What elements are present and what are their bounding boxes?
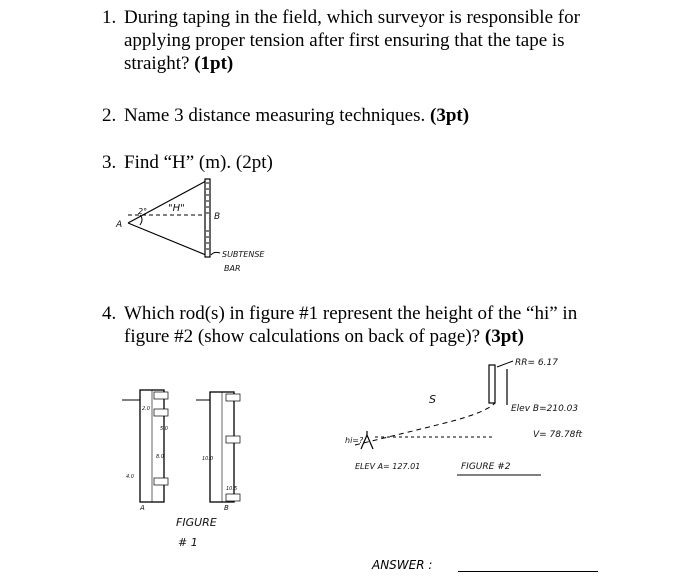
figure-1-label: FIGURE bbox=[176, 516, 217, 529]
angle-label: 2° bbox=[138, 207, 148, 216]
figure-2-label: FIGURE #2 bbox=[461, 462, 511, 472]
v-label: V= 78.78ft bbox=[533, 430, 583, 440]
figure-2 bbox=[345, 355, 605, 485]
figure-1 bbox=[118, 380, 268, 550]
question-line: straight? bbox=[124, 53, 195, 74]
question-4 bbox=[102, 302, 682, 350]
h-label: "H" bbox=[168, 203, 185, 214]
question-line: During taping in the field, which surveyor is responsible for bbox=[124, 7, 580, 28]
question-3 bbox=[102, 151, 662, 175]
rod-reading-box bbox=[154, 392, 168, 399]
answer-blank[interactable] bbox=[458, 571, 598, 572]
rod-reading-box bbox=[154, 478, 168, 485]
bar-label: BAR bbox=[224, 264, 241, 273]
rod-reading-box bbox=[154, 409, 168, 416]
question-number: 2. bbox=[102, 105, 117, 126]
question-text: Find “H” (m). (2pt) bbox=[124, 152, 273, 173]
answer-area bbox=[372, 556, 652, 578]
question-text bbox=[124, 6, 580, 75]
ground-line bbox=[355, 403, 495, 445]
subtense-bar-figure bbox=[110, 175, 280, 285]
label-leader bbox=[211, 252, 220, 255]
rr-leader bbox=[497, 361, 513, 367]
slope-label: S bbox=[429, 393, 436, 406]
rod-reading: 2.0 bbox=[142, 406, 150, 412]
answer-label: ANSWER : bbox=[372, 558, 433, 572]
rod-reading: 8.0 bbox=[156, 454, 164, 460]
question-number: 4. bbox=[102, 303, 117, 324]
rod-reading: 5.0 bbox=[160, 426, 168, 432]
question-2 bbox=[102, 104, 662, 128]
question-number: 3. bbox=[102, 152, 117, 173]
question-line: figure #2 (show calculations on back of page)? bbox=[124, 326, 485, 347]
rod-reading: 10.5 bbox=[226, 486, 238, 492]
rod-at-b bbox=[489, 365, 495, 403]
elev-a-label: ELEV A= 127.01 bbox=[355, 462, 421, 471]
question-line: applying proper tension after first ensuring that the tape is bbox=[124, 30, 565, 51]
hi-label: hi=? bbox=[345, 436, 364, 445]
question-text: Name 3 distance measuring techniques. (3pt) bbox=[124, 105, 470, 126]
point-b-label: B bbox=[214, 212, 221, 222]
question-line: Which rod(s) in figure #1 represent the height of the “hi” in bbox=[124, 303, 578, 324]
rod-b-label: B bbox=[224, 504, 229, 512]
sight-line-lower bbox=[128, 223, 206, 255]
rr-label: RR= 6.17 bbox=[515, 358, 558, 368]
rod-a-label: A bbox=[140, 504, 145, 512]
figure-1-number: # 1 bbox=[178, 536, 198, 549]
question-text bbox=[124, 302, 577, 348]
rod-reading: 10.0 bbox=[202, 456, 214, 462]
point-a-label: A bbox=[116, 220, 123, 230]
question-number: 1. bbox=[102, 7, 117, 28]
points-label: (3pt) bbox=[430, 105, 470, 126]
question-1 bbox=[102, 6, 662, 78]
points-label: (3pt) bbox=[484, 326, 524, 347]
subtense-bar bbox=[205, 179, 210, 257]
rod-reading-box bbox=[226, 394, 240, 401]
rod-reading-box bbox=[226, 436, 240, 443]
rod-reading: 4.0 bbox=[126, 474, 134, 480]
points-label: (1pt) bbox=[194, 53, 234, 74]
elev-b-label: Elev B=210.03 bbox=[511, 404, 579, 414]
sight-line-upper bbox=[128, 181, 206, 223]
rod-reading-box bbox=[226, 494, 240, 501]
subtense-label: SUBTENSE bbox=[222, 250, 265, 259]
